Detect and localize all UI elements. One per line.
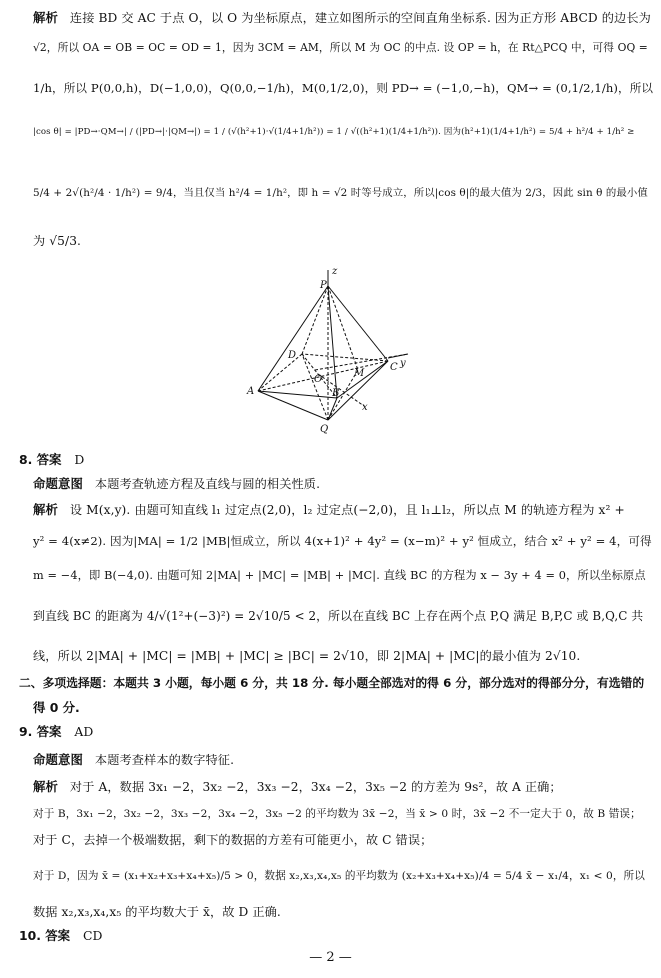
diagonal-AC	[258, 361, 388, 391]
label-z: z	[332, 266, 338, 277]
edge-QD	[302, 354, 328, 420]
q8-answer-value: D	[74, 452, 85, 467]
label-M: M	[354, 368, 365, 379]
label-D: D	[288, 350, 297, 361]
edge-QA	[258, 391, 328, 420]
edge-CD	[302, 354, 388, 361]
q10-answer-value: CD	[83, 928, 103, 943]
q8-answer	[19, 452, 84, 468]
q9-line-1	[33, 779, 562, 795]
q8-answer-label: 8. 答案	[19, 452, 62, 467]
q8-line-1	[33, 502, 625, 518]
q10-answer	[19, 928, 102, 944]
q8-line-2: y² = 4(x≠2). 因为|MA| = 1/2 |MB|恒成立，所以 4(x+1)² + 4y² = (x−m)² + y² 恒成立，结合 x² + y² = 4，可得	[33, 534, 652, 548]
label-B: B	[332, 388, 340, 399]
q7-line-1	[33, 10, 651, 26]
label-y: y	[400, 358, 406, 369]
q9-intent-text: 本题考查样本的数字特征.	[94, 753, 235, 767]
analysis-label: 解析	[33, 10, 58, 25]
q7-text-1: 连接 BD 交 AC 于点 O，以 O 为坐标原点，建立如图所示的空间直角坐标系. 因为正方形 ABCD 的边长为	[69, 11, 651, 25]
edge-AB	[258, 391, 337, 398]
q9-answer	[19, 724, 93, 740]
q7-line-4: |cos θ| = |PD→·QM→| / (|PD→|·|QM→|) = 1 / (√(h²+1)·√(1/4+1/h²)) = 1 / √((h²+1)(1/4+1/h²)). 因为(h²+1)(1/4+1/h²) = 5/4 + h²/4 + 1/h² ≥	[33, 127, 635, 137]
label-A: A	[247, 386, 255, 397]
q8-intent	[33, 476, 320, 492]
edge-QB	[328, 398, 337, 420]
q9-line-3: 对于 C，去掉一个极端数据，剩下的数据的方差有可能更小，故 C 错误；	[33, 833, 433, 847]
q7-line-5: 5/4 + 2√(h²/4 · 1/h²) = 9/4，当且仅当 h²/4 = 1/h²，即 h = √2 时等号成立，所以|cos θ|的最大值为 2/3，因此 sin θ 的最小值	[33, 187, 648, 199]
q8-text-1: 设 M(x,y). 由题可知直线 l₁ 过定点(2,0)，l₂ 过定点(−2,0)，且 l₁⊥l₂，所以点 M 的轨迹方程为 x² +	[69, 503, 625, 517]
q8-line-5: 线，所以 2|MA| + |MC| = |MB| + |MC| ≥ |BC| = 2√10，即 2|MA| + |MC|的最小值为 2√10.	[33, 649, 581, 663]
label-C: C	[390, 362, 398, 373]
edge-PC	[328, 286, 388, 361]
q9-analysis-label: 解析	[33, 779, 58, 794]
section-2-title-cont: 得 0 分.	[33, 700, 80, 715]
q9-answer-value: AD	[74, 724, 94, 739]
q8-line-3: m = −4，即 B(−4,0). 由题可知 2|MA| + |MC| = |MB| + |MC|. 直线 BC 的方程为 x − 3y + 4 = 0，所以坐标原点	[33, 569, 646, 582]
q8-analysis-label: 解析	[33, 502, 58, 517]
q7-line-2: √2，所以 OA = OB = OC = OD = 1，因为 3CM = AM，所以 M 为 OC 的中点. 设 OP = h，在 Rt△PCQ 中，可得 OQ =	[33, 41, 648, 54]
q9-intent-label: 命题意图	[33, 752, 83, 767]
label-x: x	[362, 402, 368, 413]
q9-text-1: 对于 A，数据 3x₁ −2，3x₂ −2，3x₃ −2，3x₄ −2，3x₅ −2 的方差为 9s²，故 A 正确；	[69, 780, 562, 794]
q9-line-4: 对于 D，因为 x̄ = (x₁+x₂+x₃+x₄+x₅)/5 > 0，数据 x₂,x₃,x₄,x₅ 的平均数为 (x₂+x₃+x₄+x₅)/4 = 5/4 x̄ − x₁/4，x₁ < 0，所以	[33, 870, 645, 882]
page-number: — 2 —	[309, 950, 352, 965]
q9-line-5: 数据 x₂,x₃,x₄,x₅ 的平均数大于 x̄，故 D 正确.	[33, 905, 281, 919]
q8-intent-text: 本题考查轨迹方程及直线与圆的相关性质.	[94, 477, 321, 491]
label-Q: Q	[320, 424, 329, 435]
q9-intent	[33, 752, 234, 768]
q9-line-2: 对于 B，3x₁ −2，3x₂ −2，3x₃ −2，3x₄ −2，3x₅ −2 的平均数为 3x̄ −2，当 x̄ > 0 时，3x̄ −2 不一定大于 0，故 B 错误；	[33, 808, 641, 820]
pyramid-figure	[240, 262, 410, 442]
q7-line-3: 1/h，所以 P(0,0,h)，D(−1,0,0)，Q(0,0,−1/h)，M(0,1/2,0)，则 PD→ = (−1,0,−h)，QM→ = (0,1/2,1/h)，所以	[33, 81, 654, 95]
label-P: P	[320, 280, 327, 291]
label-O: O	[314, 374, 323, 385]
q7-line-6: 为 √5/3.	[33, 234, 82, 248]
q8-line-4: 到直线 BC 的距离为 4/√(1²+(−3)²) = 2√10/5 < 2，所以在直线 BC 上存在两个点 P,Q 满足 B,P,C 或 B,Q,C 共	[33, 609, 644, 623]
q8-intent-label: 命题意图	[33, 476, 83, 491]
section-2-title: 二、多项选择题：本题共 3 小题，每小题 6 分，共 18 分. 每小题全部选对的得 6 分，部分选对的得部分分，有选错的	[19, 676, 645, 690]
edge-PB	[328, 286, 340, 399]
q10-answer-label: 10. 答案	[19, 928, 71, 943]
q9-answer-label: 9. 答案	[19, 724, 62, 739]
